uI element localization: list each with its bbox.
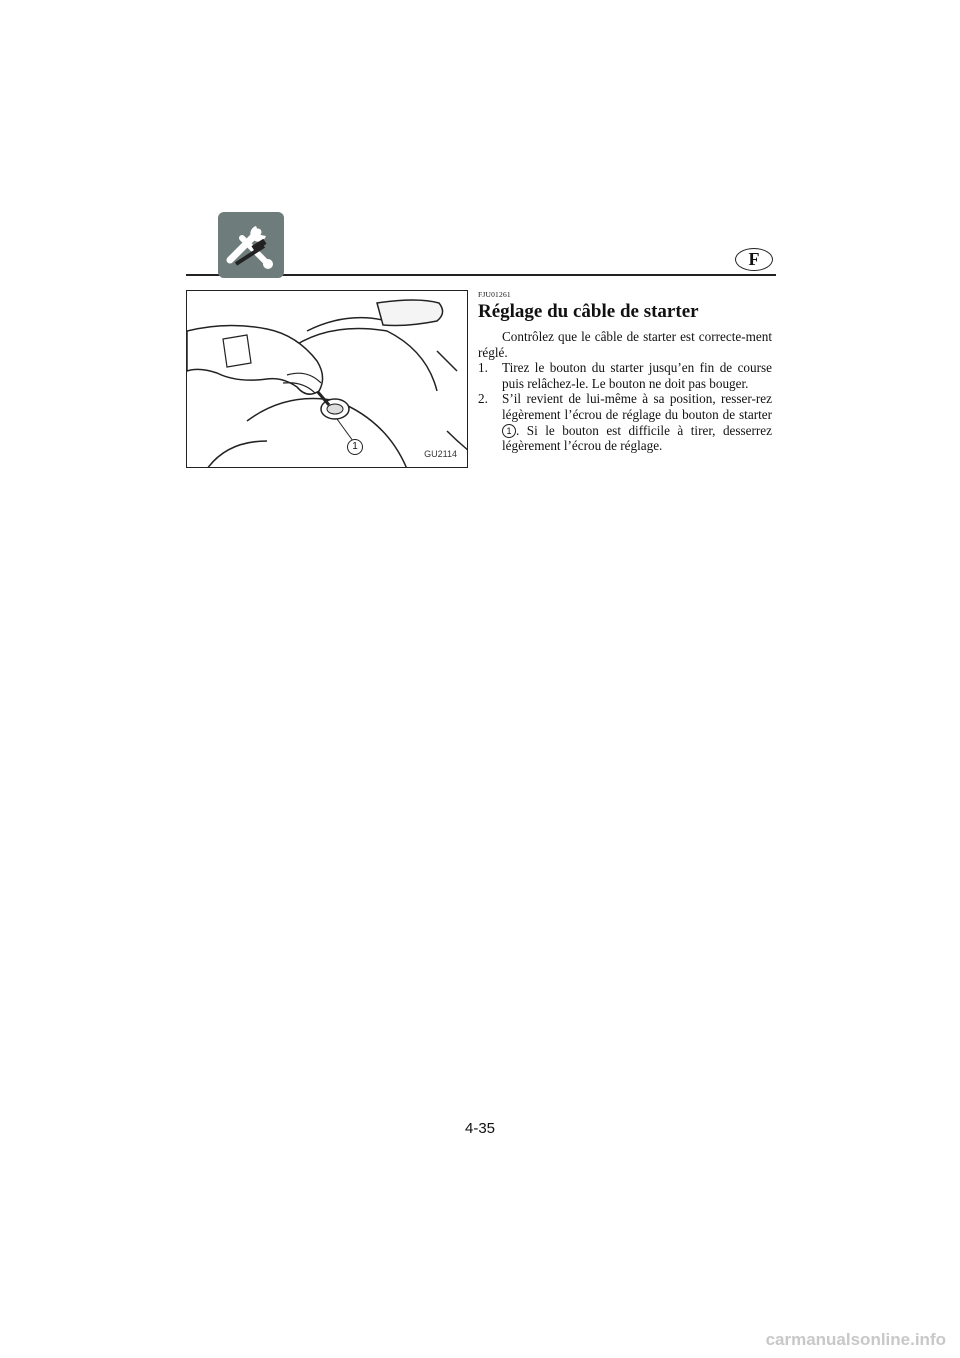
page-number: 4-35 bbox=[464, 1120, 496, 1137]
step-1 bbox=[478, 360, 772, 391]
step-text-after: . Si le bouton est difficile à tirer, desserrez légèrement l’écrou de réglage. bbox=[502, 422, 772, 454]
step-text-before: S’il revient de lui-même à sa position, resser-rez légèrement l’écrou de réglage du bouton de starter bbox=[502, 391, 772, 422]
step-number: 1. bbox=[478, 360, 488, 376]
figure-callout-1: 1 bbox=[347, 439, 363, 455]
intro-paragraph: Contrôlez que le câble de starter est correcte-ment réglé. bbox=[478, 329, 772, 360]
section-title: Réglage du câble de starter bbox=[478, 301, 699, 322]
step-text bbox=[502, 391, 772, 453]
step-2 bbox=[478, 391, 772, 453]
watermark: carmanualsonline.info bbox=[765, 1330, 946, 1349]
illustration-starter-knob bbox=[186, 290, 468, 468]
section-code: FJU01261 bbox=[478, 290, 511, 299]
language-badge: F bbox=[735, 248, 773, 271]
step-number: 2. bbox=[478, 391, 488, 407]
inline-callout-1: 1 bbox=[502, 424, 516, 438]
figure-code: GU2114 bbox=[424, 449, 457, 459]
section-content bbox=[478, 290, 772, 454]
step-text: Tirez le bouton du starter jusqu’en fin de course puis relâchez-le. Le bouton ne doit pas bouger. bbox=[502, 360, 772, 391]
tools-icon bbox=[218, 212, 284, 278]
